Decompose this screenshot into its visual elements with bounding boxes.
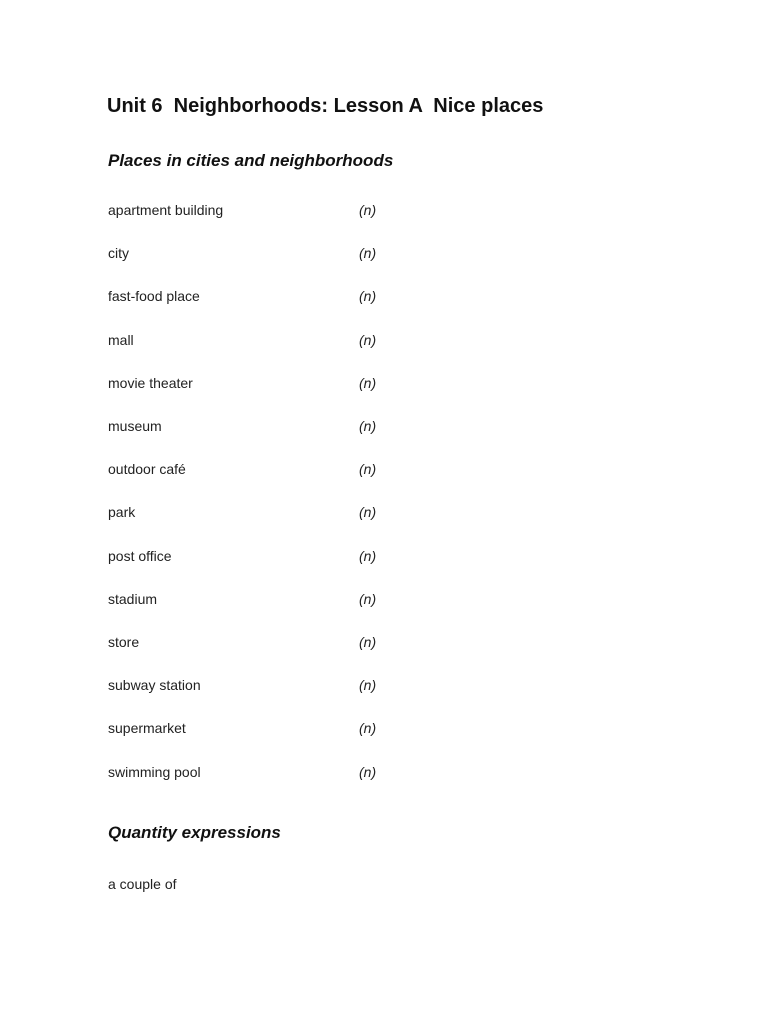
vocab-word: mall <box>108 331 134 348</box>
vocab-row <box>0 764 768 784</box>
vocab-word: apartment building <box>108 202 224 218</box>
vocab-word: stadium <box>108 590 158 607</box>
part-of-speech: (n) <box>359 288 377 305</box>
part-of-speech: (n) <box>359 461 377 478</box>
vocab-word: supermarket <box>108 720 186 737</box>
vocab-word: park <box>108 504 136 521</box>
part-of-speech: (n) <box>359 202 377 218</box>
vocab-row <box>0 245 768 265</box>
section-heading-quantity: Quantity expressions <box>108 823 281 842</box>
part-of-speech: (n) <box>359 590 377 607</box>
vocab-row <box>0 418 768 438</box>
vocab-row <box>0 288 768 308</box>
part-of-speech: (n) <box>359 245 377 262</box>
vocab-row <box>0 677 768 697</box>
part-of-speech: (n) <box>359 504 377 521</box>
part-of-speech: (n) <box>359 763 377 780</box>
page-title: Unit 6 Neighborhoods: Lesson A Nice places <box>107 95 544 117</box>
vocab-word: city <box>108 245 129 262</box>
vocab-row <box>0 461 768 481</box>
part-of-speech: (n) <box>359 634 377 650</box>
vocab-word: swimming pool <box>108 763 201 780</box>
vocab-word: post office <box>108 547 172 564</box>
section-heading-places: Places in cities and neighborhoods <box>108 151 394 170</box>
part-of-speech: (n) <box>359 418 377 434</box>
vocab-row <box>0 375 768 395</box>
vocab-word: movie theater <box>108 374 193 391</box>
part-of-speech: (n) <box>359 677 377 694</box>
vocab-word: museum <box>108 418 162 434</box>
vocab-row <box>0 634 768 654</box>
part-of-speech: (n) <box>359 374 377 391</box>
vocab-word: subway station <box>108 677 201 694</box>
vocab-word: fast-food place <box>108 288 200 305</box>
vocab-item-quantity: a couple of <box>108 876 177 892</box>
vocab-row <box>0 591 768 611</box>
vocab-row <box>0 548 768 568</box>
part-of-speech: (n) <box>359 547 377 564</box>
vocab-row <box>0 202 768 222</box>
vocab-row <box>0 504 768 524</box>
vocab-row <box>0 332 768 352</box>
vocab-word: store <box>108 634 140 650</box>
part-of-speech: (n) <box>359 720 377 737</box>
part-of-speech: (n) <box>359 331 377 348</box>
vocab-word: outdoor café <box>108 461 186 478</box>
vocab-row <box>0 720 768 740</box>
